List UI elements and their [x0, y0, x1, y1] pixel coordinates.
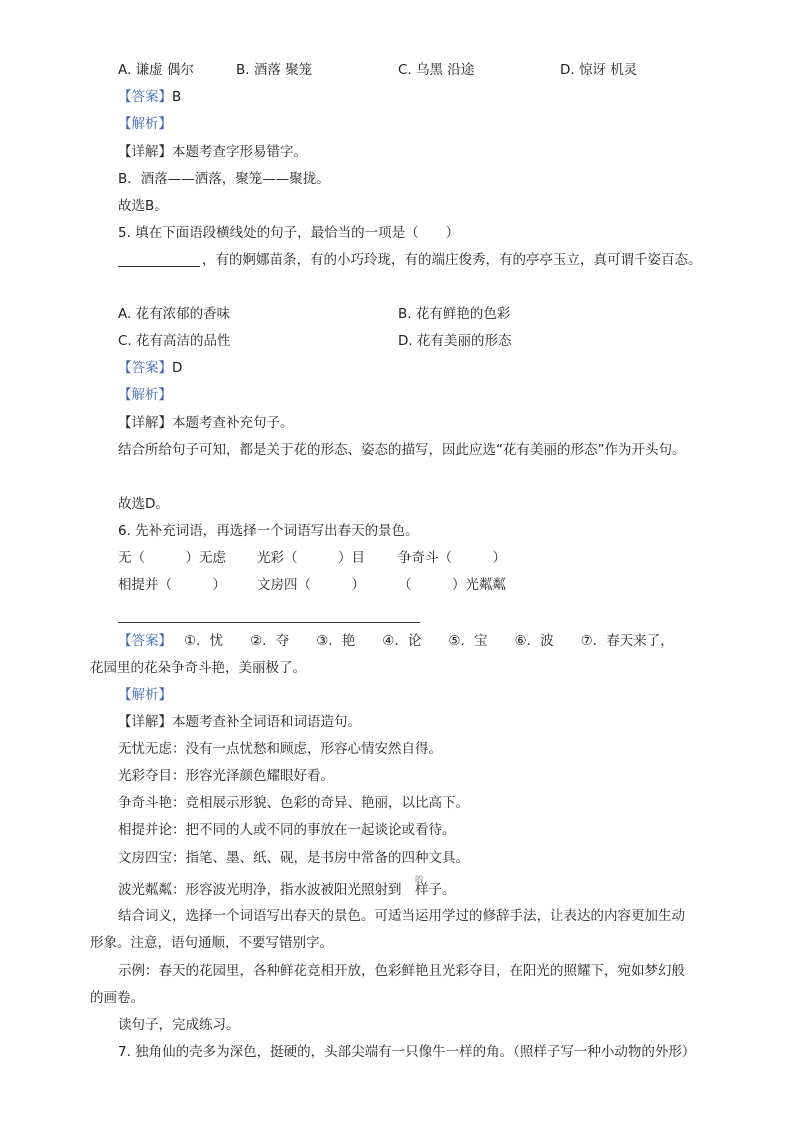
q5-detail: 【详解】本题考查补充句子。 [118, 415, 294, 431]
q6-guide-1: 结合词义，选择一个词语写出春天的景色。可适当运用学过的修辞手法，让表达的内容更加生动 [118, 908, 685, 924]
q6-def-4: 相提并论：把不同的人或不同的事放在一起谈论或看待。 [118, 822, 456, 838]
q5-option-d: D. 花有美丽的形态 [398, 333, 512, 349]
q5-option-a: A. 花有浓郁的香味 [118, 306, 231, 322]
answer-value: ①．忧 ②．夺 ③．艳 ④．论 ⑤．宝 ⑥．波 ⑦．春天来了， [184, 633, 674, 649]
q5-option-b: B. 花有鲜艳的色彩 [398, 306, 511, 322]
answer-label: 【答案】 [118, 633, 172, 649]
q6-def-2: 光彩夺目：形容光泽颜色耀眼好看。 [118, 768, 334, 784]
q7-intro: 读句子，完成练习。 [118, 1017, 240, 1033]
q6-def-5: 文房四宝：指笔、墨、纸、砚，是书房中常备的四种文具。 [118, 850, 469, 866]
q4-analysis-label: 【解析】 [118, 116, 172, 132]
q6-stem: 6. 先补充词语，再选择一个词语写出春天的景色。 [118, 523, 419, 539]
q6-writing-line [118, 622, 420, 623]
q5-sentence: ，有的婀娜苗条，有的小巧玲珑，有的端庄俊秀，有的亭亭玉立，真可谓千姿百态。 [202, 252, 702, 268]
q6-def-6: 波光粼粼：形容波光明净，指水波被阳光照射到 样子。 [118, 882, 456, 898]
answer-label: 【答案】 [118, 360, 172, 376]
q5-answer [118, 359, 182, 377]
q6-blank-4: 相提并（ ） [118, 577, 226, 593]
q4-option-c: C. 乌黑 沿途 [398, 62, 475, 78]
q4-option-d: D. 惊讶 机灵 [560, 62, 638, 78]
q4-option-b: B. 酒落 聚笼 [236, 62, 313, 78]
q5-blank-line [118, 266, 200, 267]
q4-detail: 【详解】本题考查字形易错字。 [118, 144, 307, 160]
q6-small-char: 的 [415, 875, 423, 884]
q5-option-c: C. 花有高洁的品性 [118, 333, 231, 349]
q5-stem: 5. 填在下面语段横线处的句子，最恰当的一项是（ ） [118, 225, 460, 241]
q6-blank-3: 争奇斗（ ） [398, 550, 506, 566]
q6-def-1: 无忧无虑：没有一点忧愁和顾虑，形容心情安然自得。 [118, 741, 442, 757]
q6-analysis-label: 【解析】 [118, 687, 172, 703]
q6-example-2: 的画卷。 [90, 990, 144, 1006]
answer-label: 【答案】 [118, 89, 172, 105]
q6-def-3: 争奇斗艳：竞相展示形貌、色彩的奇异、艳丽，以比高下。 [118, 795, 469, 811]
q6-guide-2: 形象。注意，语句通顺，不要写错别字。 [90, 935, 333, 951]
q5-explain: 结合所给句子可知，都是关于花的形态、姿态的描写，因此应选“花有美丽的形态”作为开头句。 [118, 442, 686, 458]
q6-answer-line1 [118, 632, 674, 650]
q6-blank-5: 文房四（ ） [257, 577, 365, 593]
q6-answer-line2: 花园里的花朵争奇斗艳，美丽极了。 [90, 660, 306, 676]
q6-blank-2: 光彩（ ）目 [257, 550, 365, 566]
q4-fix: B．酒落——洒落，聚笼——聚拢。 [118, 171, 330, 187]
q4-conclusion: 故选B。 [118, 198, 168, 214]
answer-value: D [172, 360, 183, 376]
q6-detail: 【详解】本题考查补全词语和词语造句。 [118, 714, 361, 730]
q5-analysis-label: 【解析】 [118, 387, 172, 403]
q6-example-1: 示例：春天的花园里，各种鲜花竞相开放，色彩鲜艳且光彩夺目，在阳光的照耀下，宛如梦幻般 [118, 963, 685, 979]
q5-conclusion: 故选D。 [118, 496, 169, 512]
q7-stem: 7. 独角仙的壳多为深色，挺硬的，头部尖端有一只像牛一样的角。（照样子写一种小动物的外形） [118, 1044, 696, 1060]
answer-value: B [172, 89, 182, 105]
q6-blank-6: （ ）光粼粼 [398, 577, 506, 593]
q4-option-a: A. 谦虚 偶尔 [118, 62, 194, 78]
q4-answer [118, 88, 181, 106]
q6-blank-1: 无（ ）无虑 [118, 550, 226, 566]
